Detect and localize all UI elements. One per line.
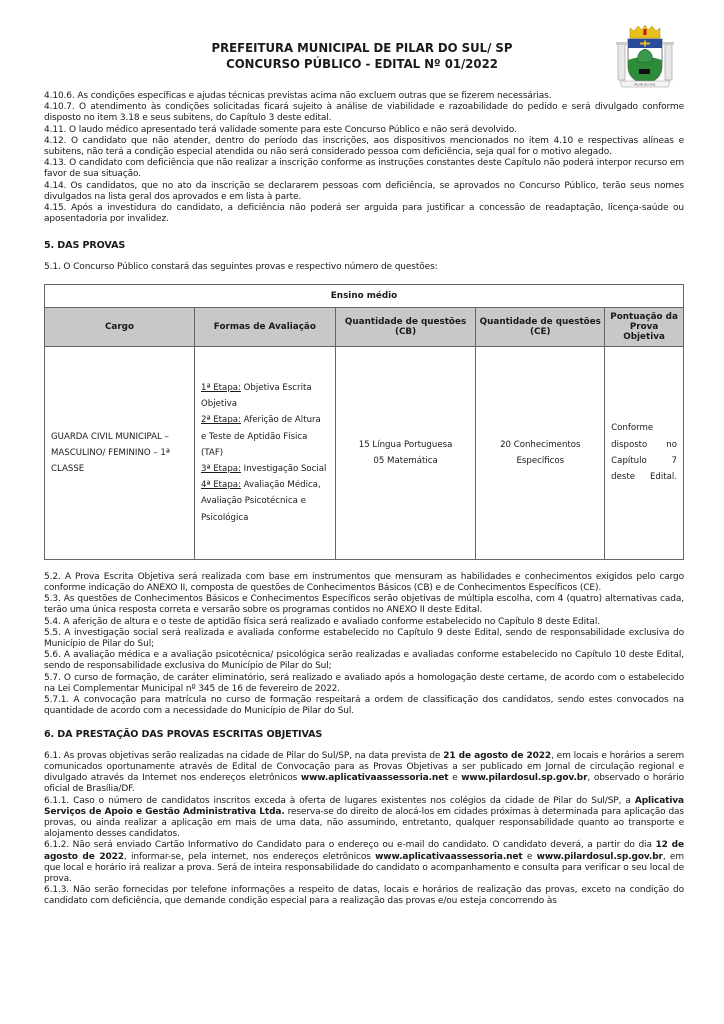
header-title-line2: CONCURSO PÚBLICO - EDITAL Nº 01/2022 xyxy=(226,56,498,71)
url-pilardosul[interactable]: www.pilardosul.sp.gov.br xyxy=(461,773,588,784)
col-header-cb: Quantidade de questões (CB) xyxy=(335,307,476,346)
table-caption: Ensino médio xyxy=(45,284,684,307)
section-4-continuation xyxy=(44,91,684,225)
col-header-cargo: Cargo xyxy=(45,307,195,346)
exam-date: 21 de agosto de 2022 xyxy=(443,750,552,761)
logo-ribbon-text: PILAR DO SUL xyxy=(634,82,656,87)
ce-line1: 20 Conhecimentos xyxy=(500,439,581,450)
ce-line2: Específicos xyxy=(516,455,565,466)
paragraph-5-2: 5.2. A Prova Escrita Objetiva será realizada com base em instrumentos que mensuram as habilidades e conhecimentos exigidos pelo cargo conforme indicação do ANEXO II, composta de questões de Conhecimentos Básicos (CB) e de Conhecimentos Específicos (CE). xyxy=(44,571,684,594)
paragraph-4-10-6: 4.10.6. As condições específicas e ajudas técnicas previstas acima não excluem outras que se fizerem necessárias. xyxy=(44,91,552,101)
text-span: , observado o horário oficial de Brasília/DF. xyxy=(44,773,684,795)
cell-pontuacao: Conforme disposto no Capítulo 7 deste Edital. xyxy=(605,346,684,559)
text-span: 6.1.2. Não será enviado Cartão Informativo do Candidato para o endereço ou e-mail do candidato. O candidato deverá, a partir do dia xyxy=(44,840,656,851)
section-5-paragraphs xyxy=(44,572,684,718)
info-date: 12 de agosto de 2022 xyxy=(44,840,684,862)
text-span: 6.1.1. Caso o número de candidatos inscritos exceda à oferta de lugares existentes nos colégios da cidade de Pilar do Sul/SP, a xyxy=(44,795,635,806)
cb-lingua-portuguesa: 15 Língua Portuguesa xyxy=(358,439,453,450)
etapa-1-text: Objetiva Escrita Objetiva xyxy=(201,382,312,410)
paragraph-4-14: 4.14. Os candidatos, que no ato da inscrição se declararem pessoas com deficiência, se aprovados no Concurso Público, terão seus nomes divulgados na lista geral dos aprovados e em lista à parte. xyxy=(44,180,684,202)
col-header-formas: Formas de Avaliação xyxy=(195,307,336,346)
paragraph-6-1 xyxy=(44,751,684,796)
cell-formas xyxy=(195,346,336,559)
paragraph-4-13: 4.13. O candidato com deficiência que não realizar a inscrição conforme as instruções constantes deste Capítulo não poderá interpor recurso em favor de sua situação. xyxy=(44,158,684,180)
cb-matematica: 05 Matemática xyxy=(373,455,438,466)
etapa-3-label: 3ª Etapa: xyxy=(201,463,241,474)
text-span: , em que local e horário irá realizar a prova. Será de inteira responsabilidade do candidato o acompanhamento e consulta para verificar o seu local de prova. xyxy=(44,851,684,884)
cell-cb xyxy=(335,346,476,559)
paragraph-6-1-3: 6.1.3. Não serão fornecidas por telefone informações a respeito de datas, locais e horários de realização das provas, exceto na condição do candidato com deficiência, que demande condição especial para a realização das provas e/ou esteja concorrendo às xyxy=(44,885,684,907)
provas-table xyxy=(44,284,684,560)
table-header-row xyxy=(45,307,684,346)
etapa-1-label: 1ª Etapa: xyxy=(201,382,241,393)
coat-of-arms-icon xyxy=(614,24,676,90)
document-body xyxy=(44,91,684,908)
text-span: , em locais e horários a serem comunicados oportunamente através de Edital de Convocação para as Provas Objetivas a ser publicado em Jornal de circulação regional e divulgado através da Internet nos endereços eletrônicos xyxy=(44,750,685,784)
etapa-2-label: 2ª Etapa: xyxy=(201,415,241,426)
paragraph-6-1-1 xyxy=(44,796,684,841)
paragraph-4-10-7: 4.10.7. O atendimento às condições solicitadas ficará sujeito à análise de viabilidade e razoabilidade do pedido e será divulgado conforme disposto no item 3.18 e seus subitens, do Capítulo 3 deste edital. xyxy=(44,102,684,124)
company-name: Aplicativa Serviços de Apoio e Gestão Administrativa Ltda. xyxy=(44,795,684,817)
col-header-pontuacao: Pontuação da Prova Objetiva xyxy=(605,307,684,346)
url-aplicativa[interactable]: www.aplicativaassessoria.net xyxy=(375,851,523,862)
section-6-heading: 6. DA PRESTAÇÃO DAS PROVAS ESCRITAS OBJETIVAS xyxy=(44,729,323,741)
etapa-3-text: Investigação Social xyxy=(240,463,327,474)
url-pilardosul[interactable]: www.pilardosul.sp.gov.br xyxy=(536,851,663,862)
paragraph-5-4: 5.4. A aferição de altura e o teste de aptidão física será realizado e avaliado conforme estabelecido no Capítulo 8 deste Edital. xyxy=(44,616,600,627)
col-header-ce: Quantidade de questões (CE) xyxy=(476,307,605,346)
text-span: 6.1. As provas objetivas serão realizadas na cidade de Pilar do Sul/SP, na data prevista de xyxy=(44,750,444,761)
text-span: , informar-se, pela internet, nos endereços eletrônicos xyxy=(123,851,376,862)
etapa-4-label: 4ª Etapa: xyxy=(201,480,241,491)
text-span: reserva-se do direito de alocá-los em cidades próximas à determinada para aplicação das provas, ou ainda realizar a aplicação em mais de uma data, não assumindo, entretanto, qualquer responsabilidade quanto ao transporte e alojamento desses candidatos. xyxy=(44,806,684,840)
paragraph-5-5: 5.5. A investigação social será realizada e avaliada conforme estabelecido no Capítulo 9 deste Edital, sendo de responsabilidade exclusiva do Município de Pilar do Sul; xyxy=(44,627,684,650)
cell-cargo: GUARDA CIVIL MUNICIPAL – MASCULINO/ FEMININO – 1ª CLASSE xyxy=(45,346,195,559)
section-5-heading: 5. DAS PROVAS xyxy=(44,240,126,252)
cell-ce xyxy=(476,346,605,559)
paragraph-5-6: 5.6. A avaliação médica e a avaliação psicotécnica/ psicológica serão realizadas e avaliadas conforme estabelecido no Capítulo 10 deste Edital, sendo de responsabilidade exclusiva do Município de Pilar do Sul; xyxy=(44,650,684,672)
paragraph-5-1: 5.1. O Concurso Público constará das seguintes provas e respectivo número de questões: xyxy=(44,261,438,272)
table-row xyxy=(45,346,684,559)
paragraph-6-1-2 xyxy=(44,840,684,885)
text-span: e xyxy=(448,773,462,784)
header-title-line1: PREFEITURA MUNICIPAL DE PILAR DO SUL/ SP xyxy=(211,40,513,55)
text-span: e xyxy=(522,851,537,862)
url-aplicativa[interactable]: www.aplicativaassessoria.net xyxy=(300,773,449,784)
paragraph-4-11: 4.11. O laudo médico apresentado terá validade somente para este Concurso Público e não será devolvido. xyxy=(44,124,517,135)
paragraph-4-15: 4.15. Após a investidura do candidato, a deficiência não poderá ser arguida para justificar a concessão de readaptação, licença-saúde ou aposentadoria por invalidez. xyxy=(44,203,684,225)
etapa-4-text: Avaliação Médica, Avaliação Psicotécnica e Psicológica xyxy=(201,480,321,523)
paragraph-4-12: 4.12. O candidato que não atender, dentro do período das inscrições, aos dispositivos mencionados no item 4.10 e respectivas alíneas e subitens, não terá a condição especial atendida ou não será considerado pessoa com deficiência, seja qual for o motivo alegado. xyxy=(44,135,684,158)
paragraph-5-7-1: 5.7.1. A convocação para matrícula no curso de formação respeitará a ordem de classificação dos candidatos, sendo estes convocados na quantidade de acordo com a necessidade do Município de Pilar do Sul. xyxy=(44,695,684,717)
paragraph-5-3: 5.3. As questões de Conhecimentos Básicos e Conhecimentos Específicos serão objetivas de múltipla escolha, com 4 (quatro) alternativas cada, terão uma única resposta correta e versarão sobre os programas contidos no ANEXO II deste Edital. xyxy=(44,594,684,616)
paragraph-5-7: 5.7. O curso de formação, de caráter eliminatório, será realizado e avaliado após a homologação deste certame, de acordo com o estabelecido na Lei Complementar Municipal nº 345 de 16 de fevereiro de 2022. xyxy=(44,672,684,694)
etapa-2-text: Aferição de Altura e Teste de Aptidão Física (TAF) xyxy=(201,415,321,458)
